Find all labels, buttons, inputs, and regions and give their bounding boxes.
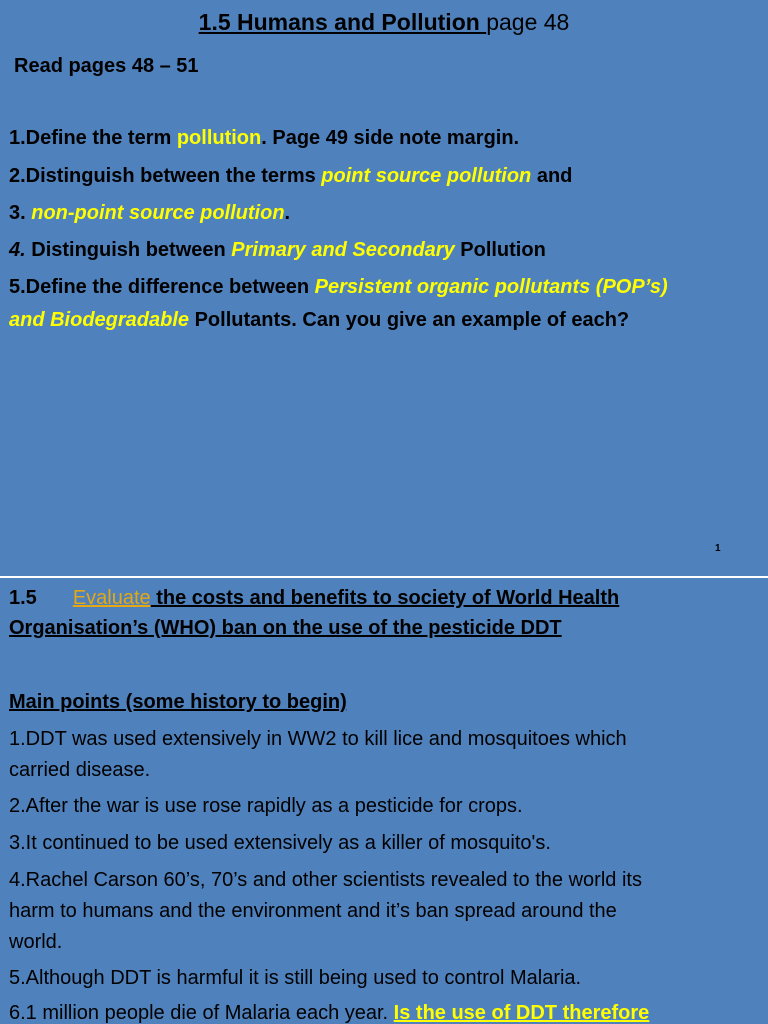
q2-term: point source pollution <box>321 165 532 187</box>
slide-title <box>0 9 768 36</box>
q5-term-2: and Biodegradable <box>9 309 190 331</box>
title-page: page 48 <box>486 9 570 35</box>
q5-term: Persistent organic pollutants (POP’s) <box>314 276 668 298</box>
point-4-line-3: world. <box>9 931 63 953</box>
q1-text: 1.Define the term <box>9 127 177 149</box>
q5-end: Pollutants. Can you give an example of each? <box>189 309 630 331</box>
q2-and: and <box>531 165 573 187</box>
q3-period: . <box>284 202 291 224</box>
question-4 <box>9 239 546 262</box>
question-3 <box>9 202 290 225</box>
point-6-question: Is the use of DDT therefore <box>393 1002 650 1024</box>
q2-text: 2.Distinguish between the terms <box>9 165 322 187</box>
point-5: 5.Although DDT is harmful it is still being used to control Malaria. <box>9 967 582 989</box>
command-term: Evaluate <box>72 587 151 609</box>
q4-num: 4. <box>9 239 26 261</box>
point-6-text: 6.1 million people die of Malaria each year. <box>9 1002 394 1024</box>
q4-term: Primary and Secondary <box>231 239 455 261</box>
q5-text: 5.Define the difference between <box>9 276 315 298</box>
q3-term: non-point source pollution <box>31 202 285 224</box>
heading-line-2: Organisation’s (WHO) ban on the use of the pesticide DDT <box>9 617 562 639</box>
question-2 <box>9 165 572 188</box>
question-5-continued <box>9 309 629 332</box>
point-2: 2.After the war is use rose rapidly as a pesticide for crops. <box>9 795 523 817</box>
section-heading <box>9 587 619 610</box>
point-1-line-1: 1.DDT was used extensively in WW2 to kill lice and mosquitoes which <box>9 728 627 750</box>
point-3: 3.It continued to be used extensively as a killer of mosquito's. <box>9 832 551 854</box>
question-1 <box>9 127 519 150</box>
point-1-line-2: carried disease. <box>9 759 151 781</box>
q4-text: Distinguish between <box>25 239 232 261</box>
point-4-line-1: 4.Rachel Carson 60’s, 70’s and other scientists revealed to the world its <box>9 869 642 891</box>
point-6 <box>9 1002 649 1024</box>
section-number: 1.5 <box>9 587 37 609</box>
main-points-heading: Main points (some history to begin) <box>9 691 347 713</box>
question-5 <box>9 276 668 299</box>
q1-term: pollution <box>176 127 262 149</box>
q4-end: Pollution <box>454 239 546 261</box>
heading-line-1: the costs and benefits to society of World Health <box>150 587 620 609</box>
slide-number: 1 <box>715 543 721 554</box>
title-underlined: 1.5 Humans and Pollution <box>198 9 487 35</box>
q1-note: . Page 49 side note margin. <box>261 127 520 149</box>
slide-2 <box>0 578 768 1024</box>
point-4-line-2: harm to humans and the environment and it’s ban spread around the <box>9 900 617 922</box>
read-pages: Read pages 48 – 51 <box>14 55 199 77</box>
q3-num: 3. <box>9 202 32 224</box>
